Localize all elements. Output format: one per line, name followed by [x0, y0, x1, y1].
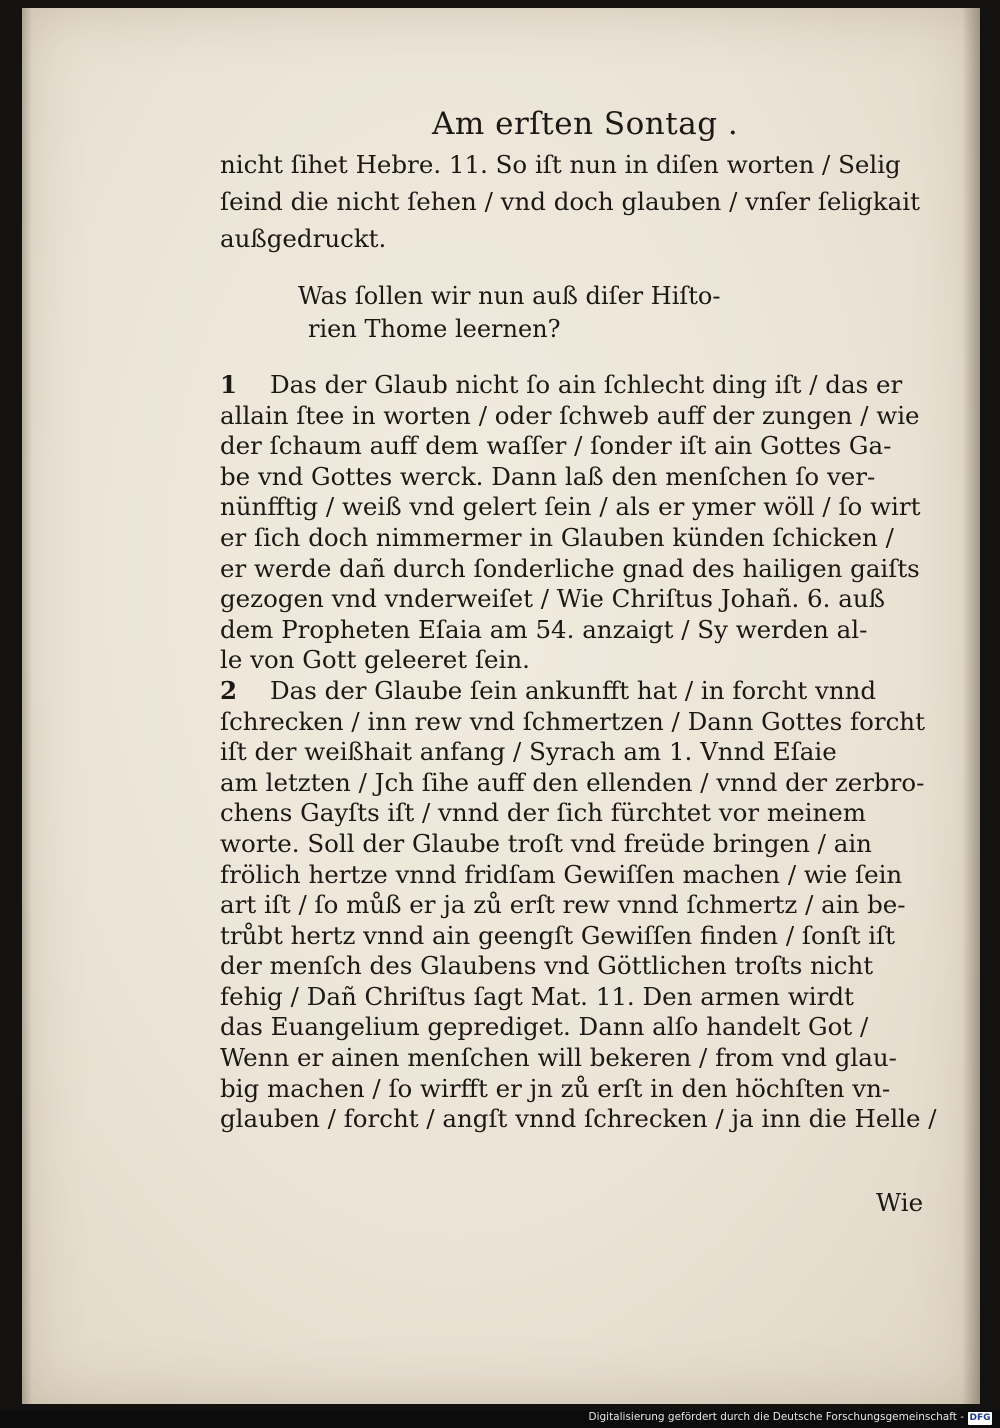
list-item-2 [220, 676, 950, 1135]
item-number: 1 [220, 370, 238, 399]
text-line: le von Gott geleeret ſein. [220, 645, 530, 675]
dfg-logo: DFG [969, 1413, 991, 1423]
text-line: der ſchaum auff dem waſſer / ſonder iſt ain Gottes Ga- [220, 431, 892, 461]
text-line: 2 Das der Glaube ſein ankunfft hat / in forcht vnnd [220, 675, 877, 705]
item-number: 2 [220, 675, 238, 705]
text-line: am letzten / Jch ſihe auff den ellenden / vnnd der zerbro- [220, 767, 925, 797]
heading-line-1: Was ſollen wir nun auß diſer Hiſto- [298, 282, 721, 310]
page-shadow-left [22, 8, 32, 1404]
text-line: der menſch des Glaubens vnd Göttlichen troſts nicht [220, 951, 874, 981]
text-line: ſeind die nicht ſehen / vnd doch glauben / vnſer ſeligkait [220, 187, 920, 216]
text-line: 1 Das der Glaub nicht ſo ain ſchlecht ding iſt / das er [220, 370, 903, 399]
text-line: gezogen vnd vnderweiſet / Wie Chriſtus Johañ. 6. auß [220, 584, 885, 614]
text-line: er werde dañ durch ſonderliche gnad des hailigen gaiſts [220, 553, 920, 583]
text-line: trůbt hertz vnnd ain geengſt Gewiſſen finden / ſonſt iſt [220, 920, 895, 950]
text-line: dem Propheten Eſaia am 54. anzaigt / Sy werden al- [220, 614, 868, 644]
text-line: big machen / ſo wirfft er jn zů erſt in den höchſten vn- [220, 1073, 891, 1103]
text-line: chens Gayſts iſt / vnnd der ſich fürchtet vor meinem [220, 798, 866, 828]
heading-line-2: rien Thome leernen? [308, 315, 561, 343]
text-line: worte. Soll der Glaube troſt vnd freüde bringen / ain [220, 828, 872, 858]
text-line: nünfftig / weiß vnd gelert ſein / als er ymer wöll / ſo wirt [220, 492, 921, 522]
text-line: glauben / forcht / angſt vnnd ſchrecken / ja inn die Helle / [220, 1104, 937, 1134]
text-line: fehig / Dañ Chriſtus ſagt Mat. 11. Den armen wirdt [220, 981, 854, 1011]
text-line: außgedruckt. [220, 224, 387, 253]
intro-paragraph [220, 146, 940, 257]
text-line: art iſt / ſo můß er ja zů erſt rew vnnd ſchmertz / ain be- [220, 890, 906, 920]
footer-bar [0, 1410, 1000, 1428]
running-head: Am erſten Sontag . [432, 106, 739, 142]
text-line: ſchrecken / inn rew vnd ſchmertzen / Dann Gottes forcht [220, 706, 925, 736]
text-line: er ſich doch nimmermer in Glauben künden ſchicken / [220, 522, 894, 552]
funding-notice: Digitalisierung gefördert durch die Deutsche Forschungsgemeinschaft - [588, 1411, 964, 1423]
text-line: be vnd Gottes werck. Dann laß den menſchen ſo ver- [220, 461, 876, 491]
numbered-list [220, 370, 950, 1135]
page-shadow-right [962, 8, 980, 1404]
list-item-1 [220, 370, 950, 676]
text-line: das Euangelium geprediget. Dann alſo handelt Got / [220, 1012, 869, 1042]
text-line: allain ſtee in worten / oder ſchweb auff der zungen / wie [220, 400, 920, 430]
text-line: frölich hertze vnnd fridſam Gewiſſen machen / wie ſein [220, 859, 903, 889]
catchword: Wie [876, 1188, 924, 1217]
text-line: Wenn er ainen menſchen will bekeren / from vnd glau- [220, 1043, 897, 1073]
text-line: iſt der weißhait anfang / Syrach am 1. Vnnd Eſaie [220, 737, 837, 767]
section-heading [298, 280, 818, 346]
text-line: nicht ſihet Hebre. 11. So iſt nun in diſen worten / Selig [220, 150, 901, 179]
